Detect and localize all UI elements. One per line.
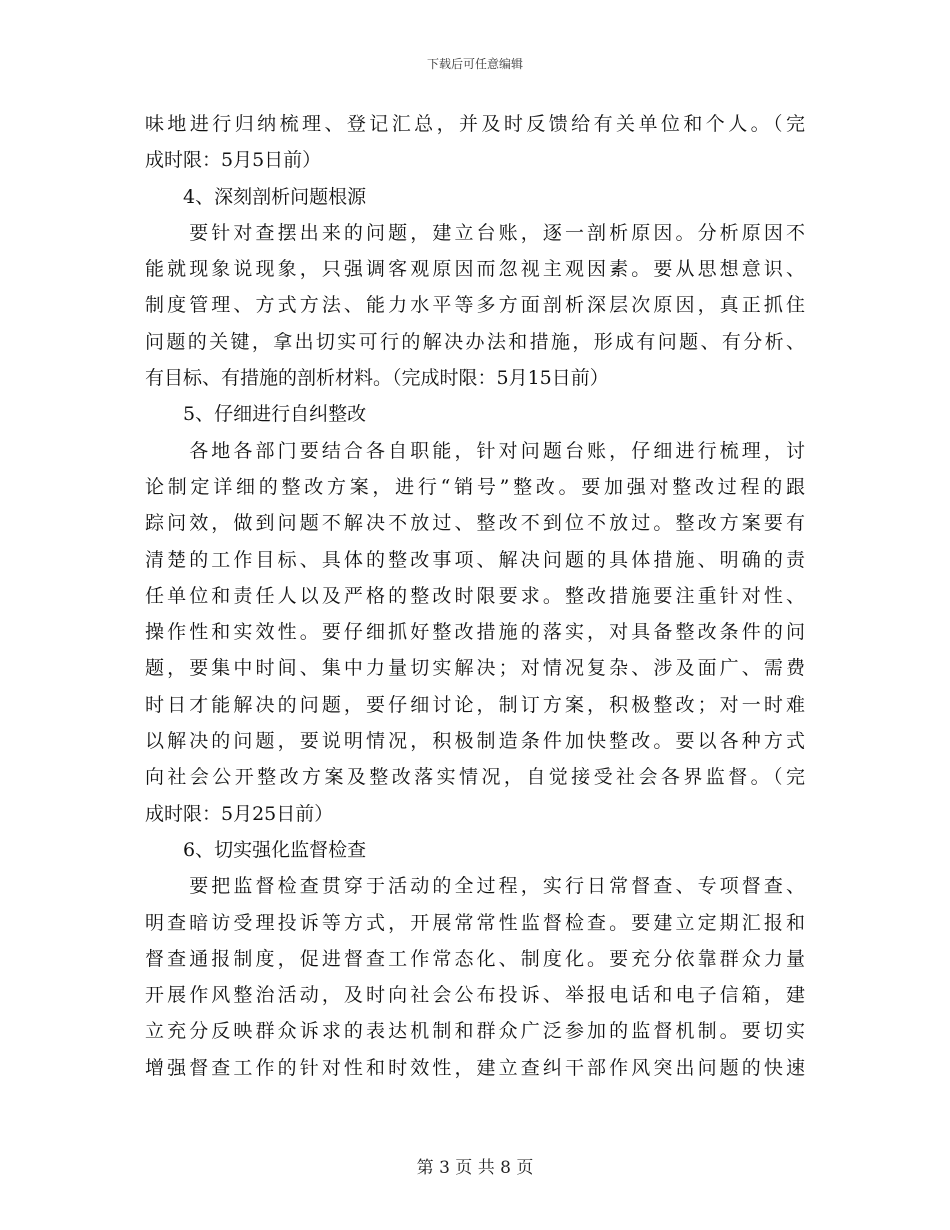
text-line: 踪问效，做到问题不解决不放过、整改不到位不放过。整改方案要有 [145,512,805,535]
text-line: 成时限：5月25日前） [145,802,334,825]
text-line: 开展作风整治活动，及时向社会公布投诉、举报电话和电子信箱，建 [145,984,805,1007]
text-line: 增强督查工作的针对性和时效性，建立查纠干部作风突出问题的快速 [145,1056,805,1079]
text-line: 制度管理、方式方法、能力水平等多方面剖析深层次原因，真正抓住 [145,294,805,317]
text-line: 要把监督检查贯穿于活动的全过程，实行日常督查、专项督查、 [145,875,805,898]
text-line: 以解决的问题，要说明情况，积极制造条件加快整改。要以各种方式 [145,730,805,753]
text-line: 任单位和责任人以及严格的整改时限要求。整改措施要注重针对性、 [145,584,805,607]
text-line: 4、深刻剖析问题根源 [145,185,367,208]
text-line: 问题的关键，拿出切实可行的解决办法和措施，形成有问题、有分析、 [145,330,805,353]
page-header: 下载后可任意编辑 [426,57,523,71]
text-line: 成时限：5月5日前） [145,149,322,172]
text-line: 有目标、有措施的剖析材料。（完成时限：5月15日前） [145,367,609,390]
text-line: 题，要集中时间、集中力量切实解决；对情况复杂、涉及面广、需费 [145,657,805,680]
text-line: 各地各部门要结合各自职能，针对问题台账，仔细进行梳理，讨 [145,439,805,462]
text-line: 清楚的工作目标、具体的整改事项、解决问题的具体措施、明确的责 [145,548,805,571]
text-line: 督查通报制度，促进督查工作常态化、制度化。要充分依靠群众力量 [145,947,805,970]
text-line: 时日才能解决的问题，要仔细讨论，制订方案，积极整改；对一时难 [145,693,805,716]
text-line: 6、切实强化监督检查 [145,838,367,861]
page-footer: 第 3 页 共 8 页 [416,1158,534,1178]
text-line: 5、仔细进行自纠整改 [145,403,367,426]
document-body [145,106,805,1086]
text-line: 立充分反映群众诉求的表达机制和群众广泛参加的监督机制。要切实 [145,1020,805,1043]
text-line: 明查暗访受理投诉等方式，开展常常性监督检查。要建立定期汇报和 [145,911,805,934]
text-line: 论制定详细的整改方案，进行“销号”整改。要加强对整改过程的跟 [145,475,805,498]
text-line: 能就现象说现象，只强调客观原因而忽视主观因素。要从思想意识、 [145,258,805,281]
text-line: 要针对查摆出来的问题，建立台账，逐一剖析原因。分析原因不 [145,221,805,244]
text-line: 向社会公开整改方案及整改落实情况，自觉接受社会各界监督。（完 [145,766,805,789]
text-line: 味地进行归纳梳理、登记汇总，并及时反馈给有关单位和个人。（完 [145,113,805,135]
text-line: 操作性和实效性。要仔细抓好整改措施的落实，对具备整改条件的问 [145,621,805,644]
